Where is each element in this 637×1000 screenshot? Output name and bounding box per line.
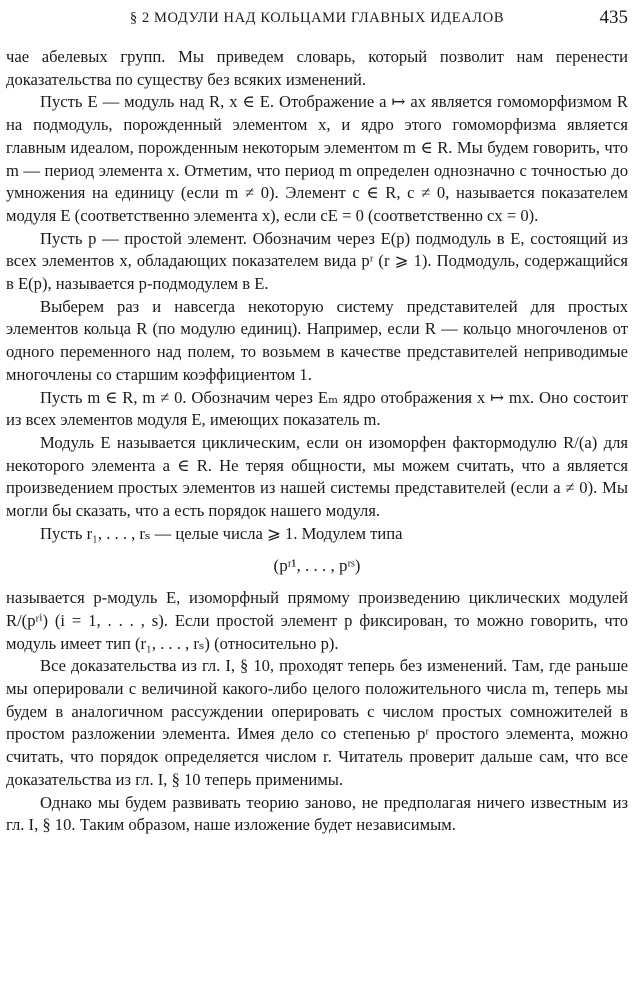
paragraph-proofs: Все доказательства из гл. I, § 10, проходят теперь без изменений. Там, где раньше мы оперировали с величиной какого-либо целого положительного числа m, теперь мы будем в аналогичном рассуждении оперировать с числом простых сомножителей в простом разложении элемента. Имея дело со степенью pʳ простого элемента, можно считать, что порядок определяется числом r. Читатель проверит дальше сам, что все доказательства из гл. I, § 10 теперь применимы. [6, 656, 628, 789]
book-page [6, 0, 628, 837]
paragraph-cyclic-module: Модуль E называется циклическим, если он изоморфен фактормодулю R/(a) для некоторого элемента a ∈ R. Не теряя общности, мы можем считать, что a является произведением простых элементов из нашей системы представителей (если a ≠ 0). Мы могли бы сказать, что a есть порядок нашего модуля. [6, 432, 628, 521]
paragraph-module-type: Пусть r₁, . . . , rₛ — целые числа ⩾ 1. Модулем типа [40, 523, 403, 543]
paragraph-continuation: чае абелевых групп. Мы приведем словарь, который позволит нам перенести доказательства по существу без всяких изменений. [6, 47, 628, 89]
running-title: § 2 МОДУЛИ НАД КОЛЬЦАМИ ГЛАВНЫХ ИДЕАЛОВ [129, 10, 505, 26]
paragraph-kernel: Пусть m ∈ R, m ≠ 0. Обозначим через Eₘ ядро отображения x ↦ mx. Оно состоит из всех элементов модуля E, имеющих показатель m. [6, 387, 628, 430]
paragraph-representatives: Выберем раз и навсегда некоторую систему представителей для простых элементов кольца R (по модулю единиц). Например, если R — кольцо многочленов от одного переменного над полем, то возьмем в качестве представителей неприводимые многочлены со старшим коэффициентом 1. [6, 296, 628, 384]
paragraph-p-submodule: Пусть p — простой элемент. Обозначим через E(p) подмодуль в E, состоящий из всех элементов x, обладающих показателем вида pʳ (r ⩾ 1). Подмодуль, содержащийся в E(p), называется p-подмодулем в E. [6, 228, 628, 294]
body-text [6, 46, 628, 837]
page-header [6, 0, 628, 46]
paragraph-independent: Однако мы будем развивать теорию заново, не предполагая ничего известным из гл. I, § 10. Таким образом, наше изложение будет независимым. [6, 792, 628, 835]
page-number: 435 [599, 7, 628, 28]
paragraph-period-definition: Пусть E — модуль над R, x ∈ E. Отображение a ↦ ax является гомоморфизмом R на подмодуль, порожденный элементом x, и ядро этого гомоморфизма является главным идеалом, порожденным некоторым элементом m ∈ R. Мы будем говорить, что m — период элемента x. Отметим, что период m определен однозначно с точностью до умножения на единицу (если m ≠ 0). Элемент c ∈ R, c ≠ 0, называется показателем модуля E (соответственно элемента x), если cE = 0 (соответственно cx = 0). [6, 92, 628, 225]
paragraph-type-continuation: называется p-модуль E, изоморфный прямому произведению циклических модулей R/(pʳⁱ) (i = 1, . . . , s). Если простой элемент p фиксирован, то можно говорить, что модуль имеет тип (r₁, . . . , rₛ) (относительно p). [6, 588, 628, 653]
type-formula: (pʳ¹, . . . , pʳˢ) [273, 556, 361, 576]
